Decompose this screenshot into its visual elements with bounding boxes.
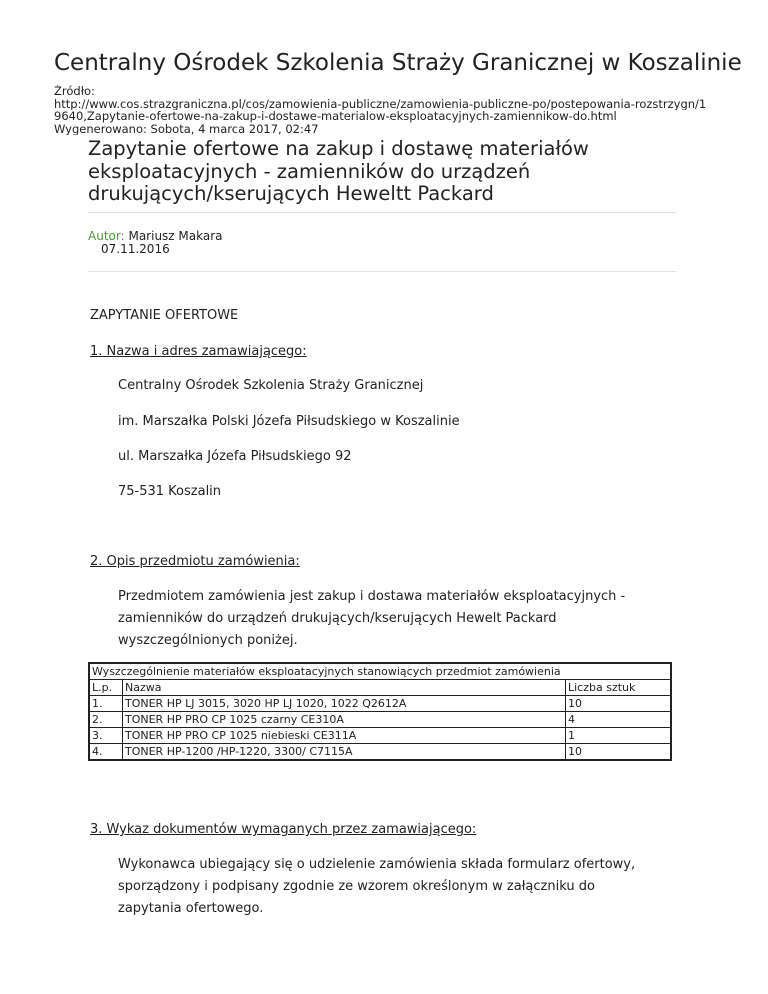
table-row xyxy=(89,712,671,728)
header-name: Nazwa xyxy=(123,680,566,696)
section1-title: 1. Nazwa i adres zamawiającego: xyxy=(90,344,307,359)
divider-top xyxy=(88,212,676,213)
author-name: Mariusz Makara xyxy=(128,229,223,243)
publish-date: 07.11.2016 xyxy=(101,242,170,256)
section2-text: Przedmiotem zamówienia jest zakup i dostawa materiałów eksploatacyjnych - zamienników do urządzeń drukujących/kserujących Hewelt Packard wyszczególnionych poniżej. xyxy=(118,589,626,648)
section3-title: 3. Wykaz dokumentów wymaganych przez zamawiającego: xyxy=(90,822,477,837)
address-line-2: im. Marszałka Polski Józefa Piłsudskiego w Koszalinie xyxy=(118,414,460,429)
cell-lp: 3. xyxy=(89,728,123,744)
table-caption-row xyxy=(89,663,671,680)
cell-lp: 1. xyxy=(89,696,123,712)
source-url-line2[interactable]: 9640,Zapytanie-ofertowe-na-zakup-i-dostawe-materialow-eksploatacyjnych-zamiennikow-do.html xyxy=(54,110,617,123)
table-row xyxy=(89,696,671,712)
source-meta xyxy=(54,85,754,135)
table-row xyxy=(89,728,671,744)
header-lp: L.p. xyxy=(89,680,123,696)
source-url-line1[interactable]: http://www.cos.strazgraniczna.pl/cos/zamowienia-publiczne/zamowienia-publiczne-po/postepowania-rozstrzygn/1 xyxy=(54,97,707,110)
cell-lp: 2. xyxy=(89,712,123,728)
section2-title: 2. Opis przedmiotu zamówienia: xyxy=(90,554,300,569)
source-label: Źródło: xyxy=(54,85,95,98)
header-qty: Liczba sztuk xyxy=(566,680,672,696)
cell-lp: 4. xyxy=(89,744,123,761)
cell-qty: 4 xyxy=(566,712,672,728)
cell-name: TONER HP PRO CP 1025 niebieski CE311A xyxy=(123,728,566,744)
divider-bottom xyxy=(88,271,676,272)
address-line-3: ul. Marszałka Józefa Piłsudskiego 92 xyxy=(118,449,352,464)
section3-text: Wykonawca ubiegający się o udzielenie zamówienia składa formularz ofertowy, sporządzony i podpisany zgodnie ze wzorem określonym w załączniku do zapytania ofertowego. xyxy=(118,857,636,916)
author-label: Autor: xyxy=(88,229,125,243)
materials-table xyxy=(88,662,672,761)
table-caption: Wyszczególnienie materiałów eksploatacyjnych stanowiących przedmiot zamówienia xyxy=(89,663,671,680)
cell-name: TONER HP-1200 /HP-1220, 3300/ C7115A xyxy=(123,744,566,761)
cell-qty: 10 xyxy=(566,744,672,761)
article-title: Zapytanie ofertowe na zakup i dostawę materiałów eksploatacyjnych - zamienników do urządzeń drukujących/kserujących Heweltt Packard xyxy=(88,137,589,205)
generated-date: Wygenerowano: Sobota, 4 marca 2017, 02:47 xyxy=(54,122,319,135)
cell-qty: 10 xyxy=(566,696,672,712)
cell-name: TONER HP PRO CP 1025 czarny CE310A xyxy=(123,712,566,728)
cell-name: TONER HP LJ 3015, 3020 HP LJ 1020, 1022 Q2612A xyxy=(123,696,566,712)
address-line-1: Centralny Ośrodek Szkolenia Straży Granicznej xyxy=(118,378,424,393)
address-line-4: 75-531 Koszalin xyxy=(118,484,222,499)
table-header-row xyxy=(89,680,671,696)
cell-qty: 1 xyxy=(566,728,672,744)
document-heading: ZAPYTANIE OFERTOWE xyxy=(90,308,239,323)
site-title: Centralny Ośrodek Szkolenia Straży Granicznej w Koszalinie xyxy=(54,50,742,76)
table-row xyxy=(89,744,671,761)
author-block xyxy=(88,230,223,256)
